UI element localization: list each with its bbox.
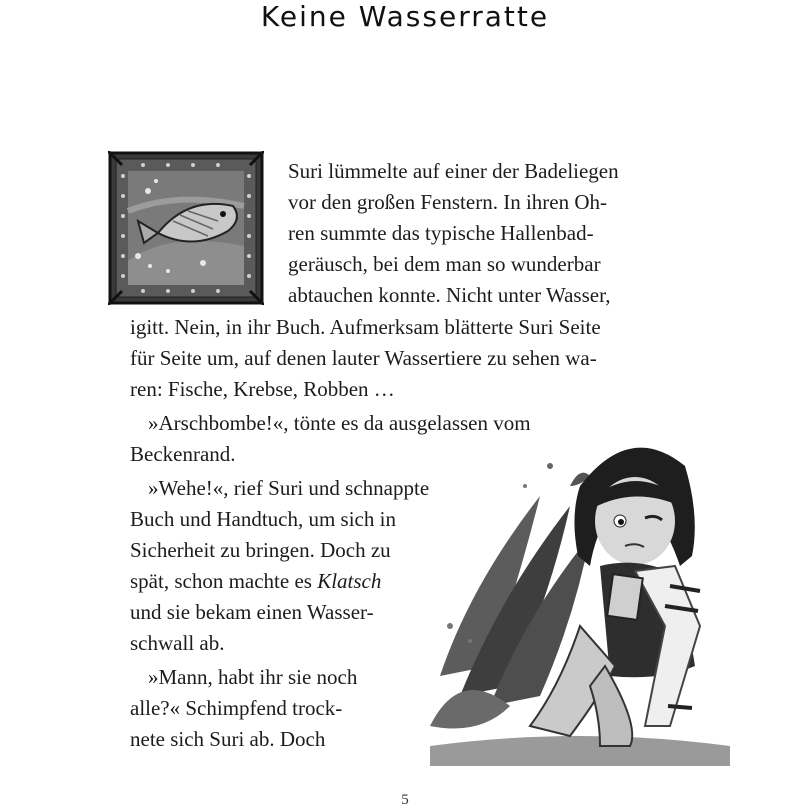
text-line: Sicherheit zu bringen. Doch zu (130, 538, 391, 562)
text-line: igitt. Nein, in ihr Buch. Aufmerksam blätterte Suri Seite (130, 315, 601, 339)
text-line (130, 566, 381, 596)
text-line: »Arschbombe!«, tönte es da ausgelassen vom (148, 411, 531, 435)
text-line: ren summte das typische Hallenbad- (288, 221, 594, 245)
text-line: schwall ab. (130, 631, 225, 655)
italic-word: Klatsch (317, 569, 382, 593)
text-line: »Mann, habt ihr sie noch (148, 665, 358, 689)
text-line: nete sich Suri ab. Doch (130, 727, 326, 751)
text-line: vor den großen Fenstern. In ihren Oh- (288, 190, 607, 214)
page-number: 5 (401, 792, 409, 808)
girl-splash-illustration (430, 426, 730, 766)
text-line: abtauchen konnte. Nicht unter Wasser, (288, 283, 611, 307)
text-line: Suri lümmelte auf einer der Badeliegen (288, 159, 619, 183)
framed-fish-illustration (108, 151, 264, 305)
text-line: für Seite um, auf denen lauter Wassertiere zu sehen wa- (130, 346, 597, 370)
chapter-title: Keine Wasserratte (260, 0, 550, 33)
text-segment: spät, schon machte es (130, 569, 318, 593)
text-line: geräusch, bei dem man so wunderbar (288, 252, 601, 276)
text-line: und sie bekam einen Wasser- (130, 600, 374, 624)
text-line: ren: Fische, Krebse, Robben … (130, 377, 395, 401)
text-line: Beckenrand. (130, 442, 236, 466)
text-line: Buch und Handtuch, um sich in (130, 507, 396, 531)
text-line: »Wehe!«, rief Suri und schnappte (148, 476, 430, 500)
text-line: alle?« Schimpfend trock- (130, 696, 343, 720)
